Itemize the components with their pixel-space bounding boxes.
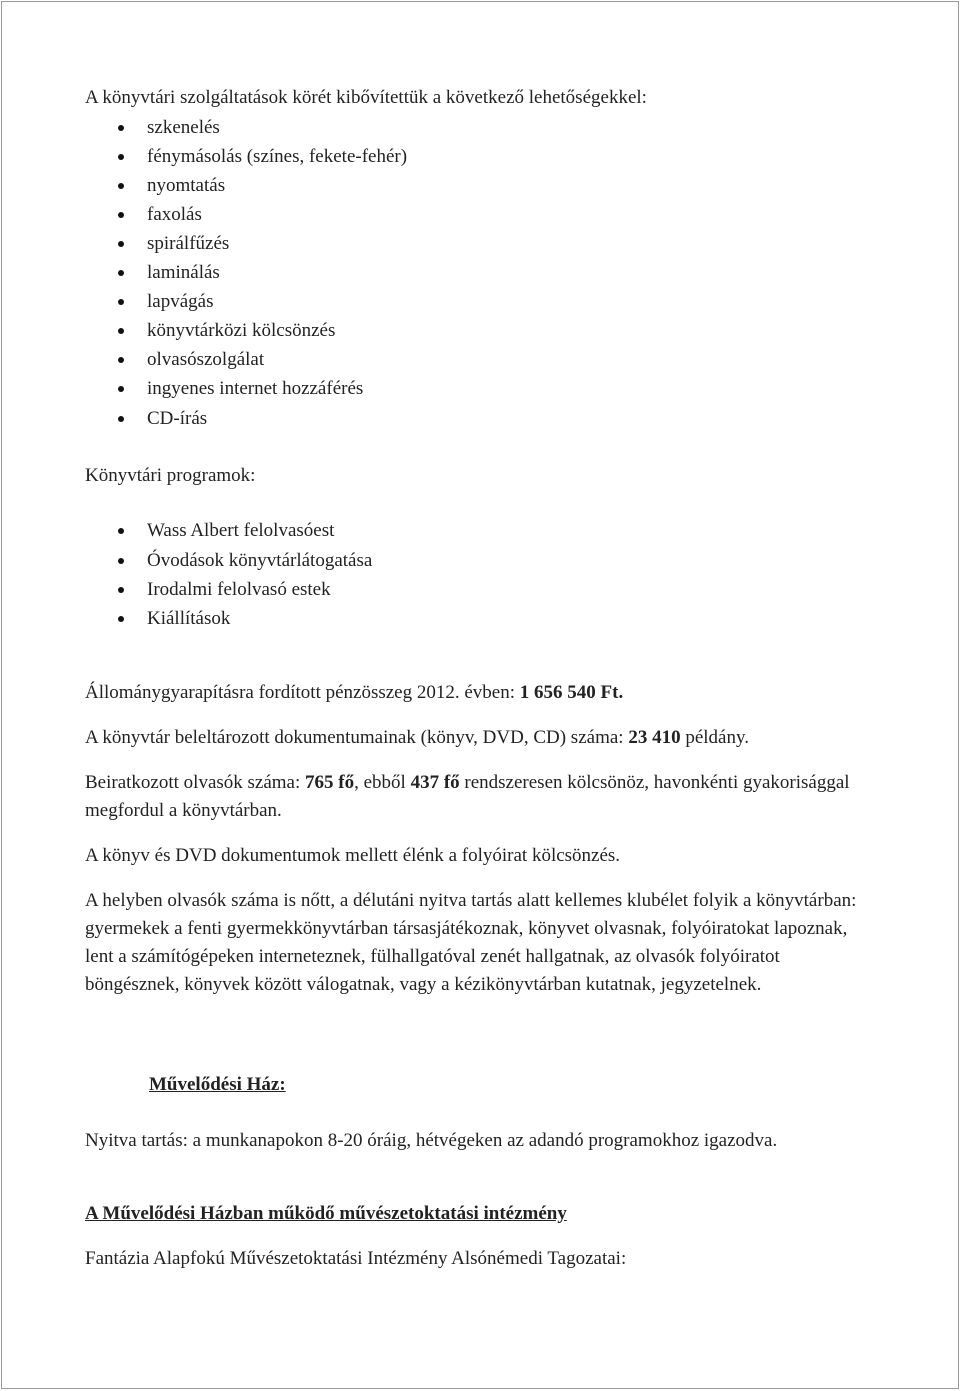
bullet-icon [118,386,124,392]
bullet-icon [118,212,124,218]
art-school-name: Fantázia Alapfokú Művészetoktatási Intézmény Alsónémedi Tagozatai: [85,1248,627,1269]
list-item: laminálás [147,259,220,287]
list-item: szkenelés [147,114,220,142]
bullet-icon [118,299,124,305]
list-item: nyomtatás [147,172,225,200]
list-item: CD-írás [147,405,207,433]
bullet-icon [118,183,124,189]
bullet-icon [118,587,124,593]
documents-count: 23 410 [628,727,681,748]
onsite-paragraph: A helyben olvasók száma is nőtt, a délutáni nyitva tartás alatt kellemes klubélet folyik a könyvtárban: gyermekek a fenti gyermekkönyvtárban társasjátékoznak, könyvet olvasnak, folyóiratokat lapoznak, lent a számítógépeken interneteznek, fülhallgatóval zenét hallgatnak, az olvasók folyóiratot böngésznek, könyvek között válogatnak, vagy a kézikönyvtárban kutatnak, jegyzetelnek. [85,890,857,995]
list-item: faxolás [147,201,202,229]
readers-total: 765 fő [305,772,355,793]
opening-hours: Nyitva tartás: a munkanapokon 8-20 óráig, hétvégeken az adandó programokhoz igazodva. [85,1130,778,1151]
art-school-heading: A Művelődési Házban működő művészetoktatási intézmény [85,1203,567,1224]
bullet-icon [118,270,124,276]
list-item: Wass Albert felolvasóest [147,517,334,545]
bullet-icon [118,558,124,564]
list-item: Kiállítások [147,605,230,633]
bullet-icon [118,125,124,131]
bullet-icon [118,241,124,247]
services-intro: A könyvtári szolgáltatások körét kibővítettük a következő lehetőségekkel: [85,87,647,108]
list-item: spirálfűzés [147,230,229,258]
bullet-icon [118,528,124,534]
bullet-icon [118,357,124,363]
stock-amount: 1 656 540 Ft. [519,682,624,703]
list-item: Óvodások könyvtárlátogatása [147,547,372,575]
documents-count-line: A könyvtár beleltározott dokumentumainak (könyv, DVD, CD) száma: 23 410 példány. [85,727,749,748]
list-item: fénymásolás (színes, fekete-fehér) [147,143,407,171]
bullet-icon [118,154,124,160]
cultural-house-heading: Művelődési Ház: [149,1074,286,1095]
bullet-icon [118,616,124,622]
list-item: ingyenes internet hozzáférés [147,375,363,403]
periodicals-line: A könyv és DVD dokumentumok mellett élénk a folyóirat kölcsönzés. [85,845,621,866]
bullet-icon [118,328,124,334]
document-page [1,1,959,1389]
list-item: olvasószolgálat [147,346,264,374]
readers-paragraph: Beiratkozott olvasók száma: 765 fő, ebből 437 fő rendszeresen kölcsönöz, havonkénti gyakorisággal megfordul a könyvtárban. [85,772,850,821]
list-item: könyvtárközi kölcsönzés [147,317,335,345]
stock-acquisition-line: Állománygyarapításra fordított pénzösszeg 2012. évben: 1 656 540 Ft. [85,682,624,703]
programs-heading: Könyvtári programok: [85,465,256,486]
list-item: Irodalmi felolvasó estek [147,576,331,604]
list-item: lapvágás [147,288,213,316]
readers-regular: 437 fő [410,772,460,793]
bullet-icon [118,416,124,422]
